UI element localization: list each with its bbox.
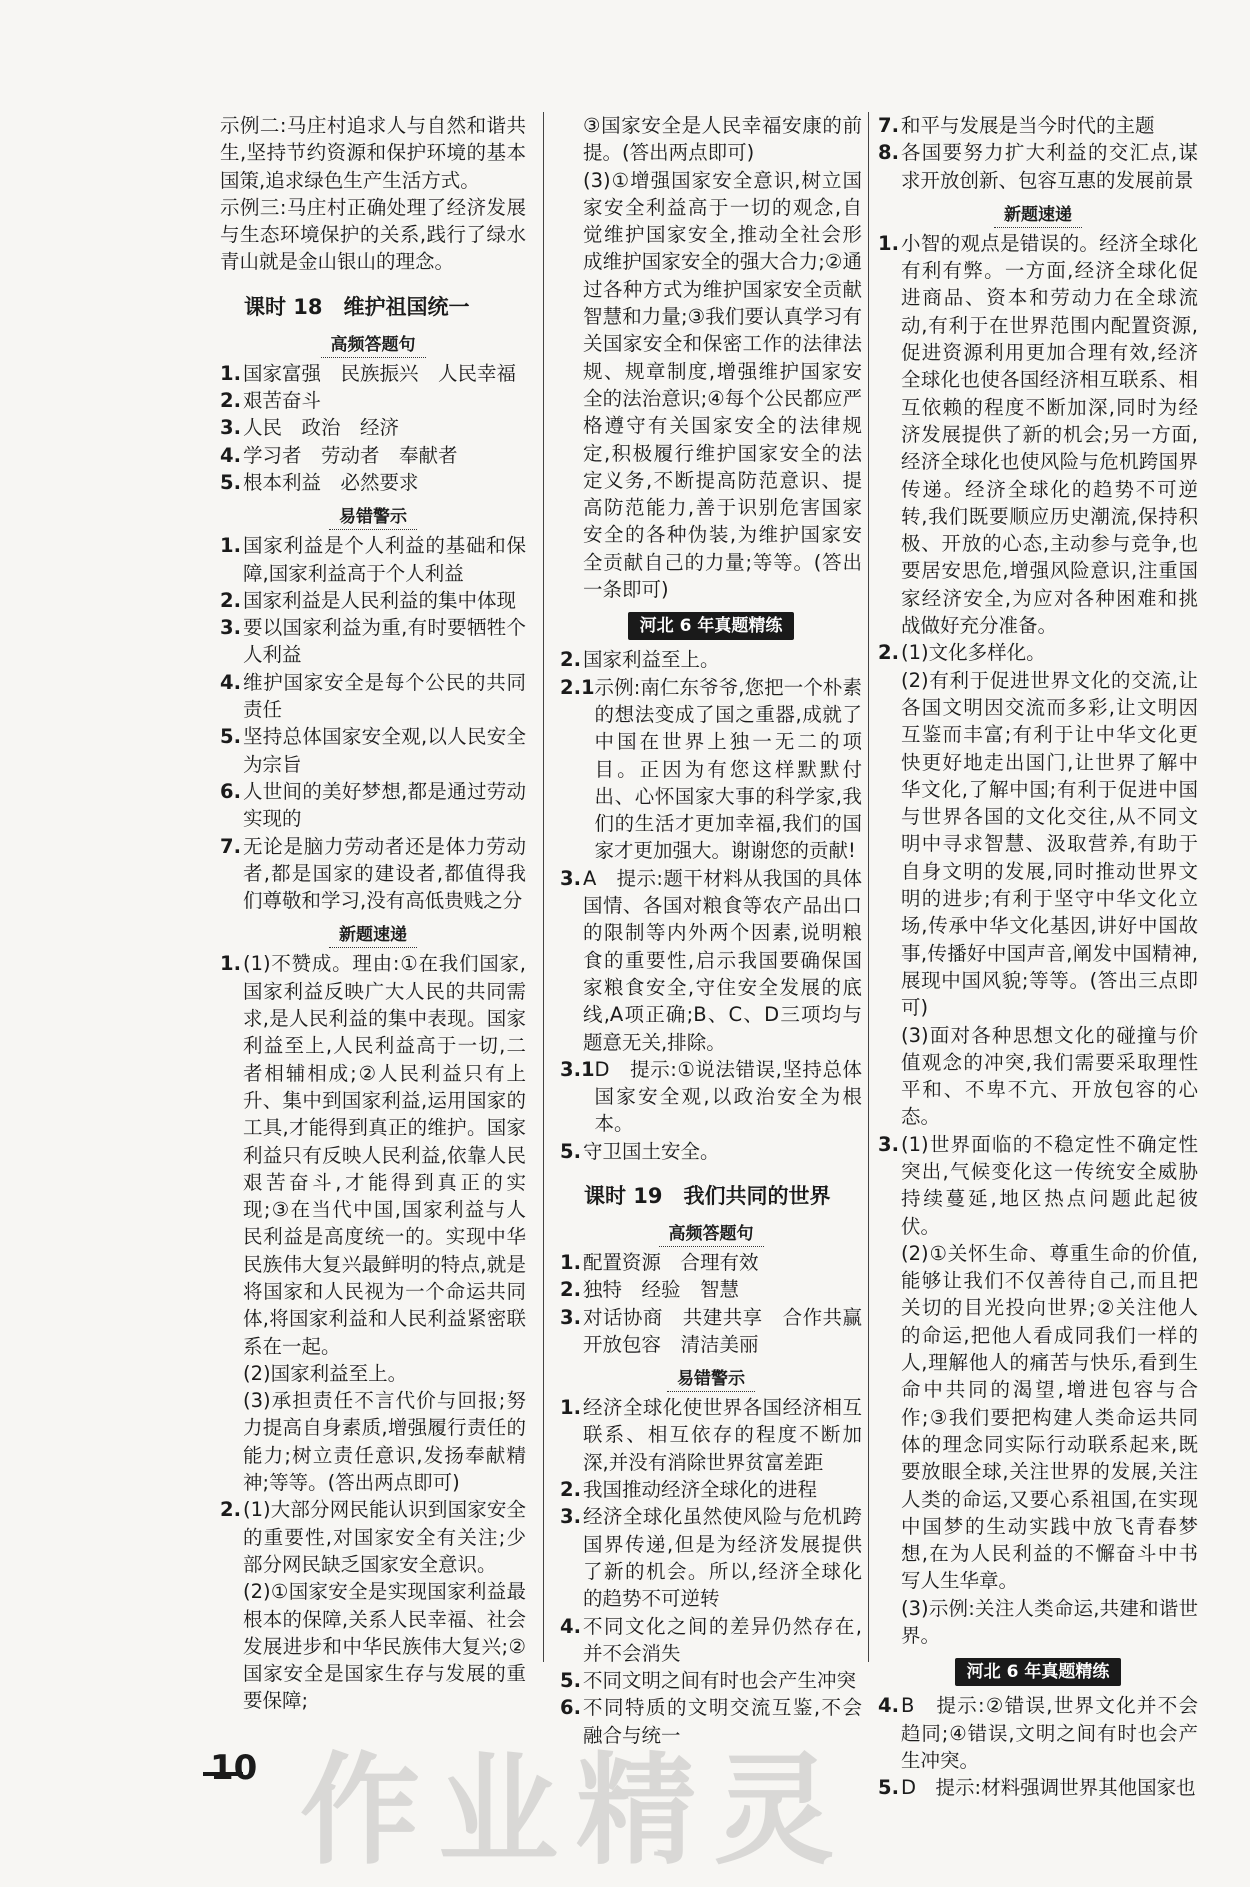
list-item [220,833,526,915]
item-number: 1. [220,361,241,385]
item-text: 无论是脑力劳动者还是体力劳动者,都是国家的建设者,都值得我们尊敬和学习,没有高低贵贱之分 [243,834,526,913]
item-number: 5. [220,725,241,749]
item-text: 我国推动经济全球化的进程 [583,1478,818,1502]
column-3 [878,112,1198,1802]
list-item [220,778,526,833]
item-text: B 提示:②错误,世界文化并不会趋同;④错误,文明之间有时也会产生冲突。 [901,1694,1198,1772]
item-text: D 提示:①说法错误,坚持总体国家安全观,以政治安全为根本。 [594,1057,862,1136]
item-text: 配置资源 合理有效 [583,1250,759,1274]
list-item [878,1131,1198,1240]
column-1 [220,112,526,1715]
sub-answer: (2)①国家安全是实现国家利益最根本的保障,关系人民幸福、社会发展进步和中华民族伟大复兴;②国家安全是国家生存与发展的重要保障; [243,1580,526,1713]
item-text: 艰苦奋斗 [243,389,322,413]
section-heading-yicuo: 易错警示 [220,502,526,530]
lesson-18-title: 课时 18 维护祖国统一 [244,294,470,319]
list-item [560,674,862,865]
item-text: 人民 政治 经济 [243,416,400,440]
item-text: 和平与发展是当今时代的主题 [901,114,1155,137]
item-text: 坚持总体国家安全观,以人民安全为宗旨 [243,725,526,776]
list-item [878,639,1198,666]
list-item [878,230,1198,639]
item-text: 人世间的美好梦想,都是通过劳动实现的 [243,779,526,831]
sub-answer: (3)①增强国家安全意识,树立国家安全利益高于一切的观念,自觉维护国家安全,推动全社会形成维护国家安全的强大合力;②通过各种方式为维护国家安全贡献智慧和力量;③我们要认真学习有关国家安全和保密工作的法律法规、规章制度,增强维护国家安全的法治意识;④每个公民都应严格遵守有关国家安全的法律规定,积极履行维护国家安全的法定义务,不断提高防范意识、提高防范能力,善于识别危害国家安全的各种伪装,为维护国家安全贡献自己的力量;等等。(答出一条即可) [583,168,862,602]
list-item [560,1276,862,1303]
item-number: 7. [878,114,899,137]
item-text: 根本利益 必然要求 [243,470,419,494]
item-text: 要以国家利益为重,有时要牺牲个人利益 [243,616,526,667]
list-item [220,1496,526,1578]
item-number: 4. [220,443,241,467]
section-banner-zhenti: 河北 6 年真题精练 [560,611,862,640]
item-number: 3. [220,416,241,440]
list-item [220,587,526,614]
list-item [220,360,526,387]
item-number: 5. [220,470,241,494]
item-text: 不同文化之间的差异仍然存在,并不会消失 [583,1614,862,1665]
column-divider [868,112,869,1662]
item-text: 小智的观点是错误的。经济全球化有利有弊。一方面,经济全球化促进商品、资本和劳动力在全球流动,有利于在世界范围内配置资源,促进资源利用更加合理有效,经济全球化也使各国经济相互联系、相互依赖的程度不断加深,同时为经济发展提供了新的机会;另一方面,经济全球化也使风险与危机跨国界传递。经济全球化的趋势不可逆转,我们既要顺应历史潮流,保持积极、开放的心态,主动参与竞争,也要居安思危,增强风险意识,注重国家经济安全,为应对各种困难和挑战做好充分准备。 [901,231,1198,638]
item-text: D 提示:材料强调世界其他国家也 [901,1776,1196,1800]
list-item [220,669,526,724]
item-text: 国家利益是个人利益的基础和保障,国家利益高于个人利益 [243,534,526,585]
section-heading-yicuo: 易错警示 [560,1364,862,1392]
list-item [878,112,1198,139]
watermark: 作业精灵 [300,1742,852,1881]
item-number: 2. [220,1498,241,1522]
item-number: 7. [220,834,241,858]
list-item [560,1138,862,1165]
item-number: 2. [220,389,241,413]
sub-answer: ③国家安全是人民幸福安康的前提。(答出两点即可) [583,114,862,165]
sub-answer: (3)示例:关注人类命运,共建和谐世界。 [901,1596,1198,1648]
list-item [560,1249,862,1276]
list-item [878,1692,1198,1774]
section-banner-zhenti: 河北 6 年真题精练 [878,1657,1198,1686]
item-number: 5. [560,1139,581,1163]
item-text: 示例:南仁东爷爷,您把一个朴素的想法变成了国之重器,成就了中国在世界上独一无二的项目。正因为有您这样默默付出、心怀国家大事的科学家,我们的生活才更加幸福,我们的国家才更加强大。谢谢您的贡献! [594,675,862,863]
item-text: (1)文化多样化。 [901,641,1046,665]
section-heading-xinti: 新题速递 [878,200,1198,228]
item-number: 1. [560,1250,581,1274]
list-item [220,614,526,669]
sub-answer: (2)①关怀生命、尊重生命的价值,能够让我们不仅善待自己,而且把关切的目光投向世界;②关注他人的命运,把他人看成同我们一样的人,理解他人的痛苦与快乐,看到生命中共同的渴望,增进包容与合作;③我们要把构建人类命运共同体的理念同实际行动联系起来,既要放眼全球,关注世界的发展,关注人类的命运,又要心系祖国,在实现中国梦的生动实践中放飞青春梦想,在为人民利益的不懈奋斗中书写人生华章。 [901,1241,1198,1593]
item-number: 3. [560,866,581,890]
list-item [220,950,526,1359]
item-text: 学习者 劳动者 奉献者 [243,443,458,467]
lesson-19-title: 课时 19 我们共同的世界 [584,1183,831,1208]
list-item [560,1694,862,1749]
item-text: 国家利益是人民利益的集中体现 [243,588,517,612]
item-number: 2.1 [560,675,595,699]
list-item [560,1503,862,1612]
sub-answer: (2)有利于促进世界文化的交流,让各国文明因交流而多彩,让文明因互鉴而丰富;有利于让中华文化更快更好地走出国门,让世界了解中华文化,了解中国;有利于促进中国与世界各国的文化交往,从不同文明中寻求智慧、汲取营养,有助于自身文明的发展,同时推动世界文明的进步;有利于坚守中华文化立场,传承中华文化基因,讲好中国故事,传播好中国声音,阐发中国精神,展现中国风貌;等等。(答出三点即可) [901,668,1198,1020]
item-text: 对话协商 共建共享 合作共赢 开放包容 清洁美丽 [583,1305,882,1356]
item-number: 5. [878,1776,899,1800]
item-text: 国家富强 民族振兴 人民幸福 [243,361,517,385]
paragraph: 示例三:马庄村正确处理了经济发展与生态环境保护的关系,践行了绿水青山就是金山银山的理念。 [220,195,526,274]
list-item [560,1304,882,1359]
item-text: 守卫国土安全。 [583,1139,720,1163]
item-text: (1)不赞成。理由:①在我们国家,国家利益反映广大人民的共同需求,是人民利益的集中表现。国家利益至上,人民利益高于一切,二者相辅相成;②人民利益只有上升、集中到国家利益,运用国家的工具,才能得到真正的维护。国家利益只有反映人民利益,依靠人民艰苦奋斗,才能得到真正的实现;③在当代中国,国家利益与人民利益是高度统一的。实现中华民族伟大复兴最鲜明的特点,就是将国家和人民视为一个命运共同体,将国家利益和人民利益紧密联系在一起。 [243,952,526,1358]
list-item [560,1056,862,1138]
item-number: 3. [878,1132,899,1156]
item-number: 1. [220,952,241,976]
list-item [560,1394,862,1476]
item-number: 1. [878,231,899,255]
list-item [878,1774,1198,1801]
list-item [220,469,526,496]
item-text: 维护国家安全是每个公民的共同责任 [243,670,526,722]
item-number: 5. [560,1669,581,1693]
list-item [220,387,526,414]
list-item [878,139,1198,194]
item-number: 4. [560,1614,581,1638]
item-number: 3. [560,1505,581,1529]
page-number: 10 [210,1748,258,1788]
item-number: 8. [878,141,899,165]
list-item [560,1476,862,1503]
item-text: 经济全球化虽然使风险与危机跨国界传递,但是为经济发展提供了新的机会。所以,经济全球化的趋势不可逆转 [583,1505,862,1611]
item-number: 6. [560,1696,581,1720]
item-text: A 提示:题干材料从我国的具体国情、各国对粮食等农产品出口的限制等内外两个因素,说明粮食的重要性,启示我国要确保国家粮食安全,守住安全发展的底线,A项正确;B、C、D三项均与题意无关,排除。 [583,866,862,1054]
item-text: 不同特质的文明交流互鉴,不会融合与统一 [583,1696,862,1747]
list-item [220,414,526,441]
item-text: (1)世界面临的不稳定性不确定性突出,气候变化这一传统安全威胁持续蔓延,地区热点问题此起彼伏。 [901,1132,1198,1238]
list-item [560,1667,862,1694]
list-item [220,723,526,778]
item-number: 1. [560,1396,581,1420]
list-item [220,442,526,469]
item-text: 国家利益至上。 [583,648,720,672]
section-heading-gaopin: 高频答题句 [560,1219,862,1247]
sub-answer: (3)承担责任不言代价与回报;努力提高自身素质,增强履行责任的能力;树立责任意识,发扬奉献精神;等等。(答出两点即可) [243,1389,526,1495]
item-number: 2. [560,1478,581,1502]
item-number: 6. [220,779,241,803]
item-number: 4. [220,670,241,694]
item-number: 2. [878,641,899,665]
item-number: 4. [878,1694,899,1718]
list-item [560,1613,862,1668]
item-text: 独特 经验 智慧 [583,1278,740,1302]
item-number: 2. [560,1278,581,1302]
list-item [220,532,526,587]
sub-answer: (3)面对各种思想文化的碰撞与价值观念的冲突,我们需要采取理性平和、不卑不亢、开放包容的心态。 [901,1023,1198,1129]
item-number: 1. [220,534,241,558]
item-text: 不同文明之间有时也会产生冲突 [583,1669,857,1693]
item-text: 各国要努力扩大利益的交汇点,谋求开放创新、包容互惠的发展前景 [901,141,1198,192]
item-number: 3.1 [560,1057,595,1081]
item-number: 3. [220,616,241,640]
item-text: (1)大部分网民能认识到国家安全的重要性,对国家安全有关注;少部分网民缺乏国家安全意识。 [243,1498,526,1576]
section-heading-xinti: 新题速递 [220,920,526,948]
column-2 [560,112,882,1749]
paragraph: 示例二:马庄村追求人与自然和谐共生,坚持节约资源和保护环境的基本国策,追求绿色生产生活方式。 [220,114,526,192]
item-number: 2. [220,588,241,612]
column-divider [543,112,544,1662]
section-heading-gaopin: 高频答题句 [220,330,526,358]
item-text: 经济全球化使世界各国经济相互联系、相互依存的程度不断加深,并没有消除世界贫富差距 [583,1396,862,1474]
sub-answer: (2)国家利益至上。 [243,1361,408,1385]
list-item [560,865,862,1056]
item-number: 2. [560,648,581,672]
list-item [560,646,862,673]
item-number: 3. [560,1305,581,1329]
